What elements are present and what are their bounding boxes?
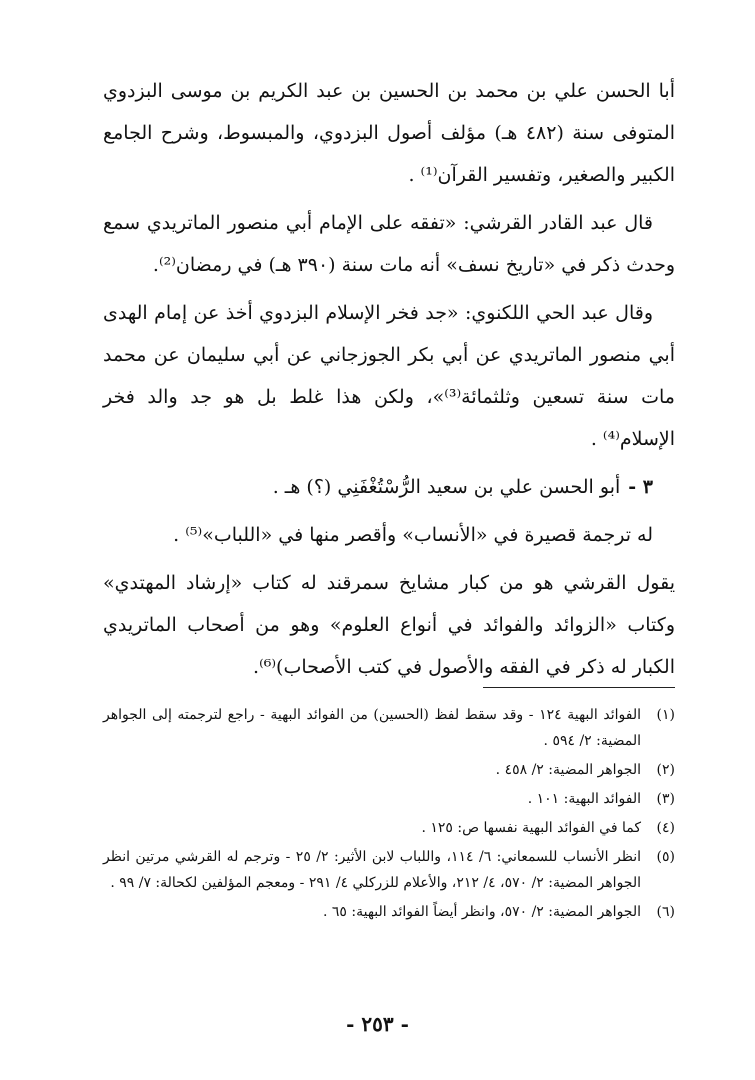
- paragraph: قال عبد القادر القرشي: «تفقه على الإمام أبي منصور الماتريدي سمع وحدث ذكر في «تاريخ نسف» أنه مات سنة (٣٩٠ هـ) في رمضان⁽²⁾.: [103, 212, 675, 276]
- footnote: [103, 757, 675, 783]
- footnote-number: (٤): [656, 820, 675, 836]
- paragraph: له ترجمة قصيرة في «الأنساب» وأقصر منها في «اللباب»⁽⁵⁾ .: [173, 524, 653, 546]
- entry-title: أبو الحسن علي بن سعيد الرُّسْتُغْفَنِي (؟) هـ .: [272, 476, 621, 498]
- biography-entry-heading: [103, 466, 675, 508]
- footnote-text: انظر الأنساب للسمعاني: ٦/ ١١٤، واللباب لابن الأثير: ٢/ ٢٥ - وترجم له القرشي مرتين انظر الجواهر المضية: ٢/ ٥٧٠، ٤/ ٢١٢، والأعلام للزركلي ٤/ ٢٩١ - ومعجم المؤلفين لكحالة: ٧/ ٩٩ .: [103, 849, 641, 891]
- footnote-number: (٥): [656, 849, 675, 865]
- footnote-separator: [483, 687, 675, 688]
- footnote-number: (١): [656, 707, 675, 723]
- footnote-number: (٦): [656, 904, 675, 920]
- page-number: - ٢٥٣ -: [346, 1012, 409, 1036]
- footnote-text: الفوائد البهية ١٢٤ - وقد سقط لفظ (الحسين) من الفوائد البهية - راجع لترجمته إلى الجواهر المضية: ٢/ ٥٩٤ .: [103, 707, 641, 749]
- entry-number: ٣ -: [628, 476, 653, 498]
- footnote-text: كما في الفوائد البهية نفسها ص: ١٢٥ .: [421, 820, 641, 836]
- footnote-number: (٢): [656, 762, 675, 778]
- footnote-text: الجواهر المضية: ٢/ ٥٧٠، وانظر أيضاً الفوائد البهية: ٦٥ .: [323, 904, 641, 920]
- footnote: [103, 702, 675, 754]
- paragraph: يقول القرشي هو من كبار مشايخ سمرقند له كتاب «إرشاد المهتدي» وكتاب «الزوائد والفوائد في أنواع العلوم» وهو من أصحاب الماتريدي الكبار له ذكر في الفقه والأصول في كتب الأصحاب)⁽⁶⁾.: [103, 572, 675, 678]
- footnote: [103, 899, 675, 925]
- footnote: [103, 815, 675, 841]
- footnote-text: الفوائد البهية: ١٠١ .: [527, 791, 641, 807]
- footnotes: [103, 702, 675, 928]
- footnote-text: الجواهر المضية: ٢/ ٤٥٨ .: [495, 762, 641, 778]
- paragraph: أبا الحسن علي بن محمد بن الحسين بن عبد الكريم بن موسى البزدوي المتوفى سنة (٤٨٢ هـ) مؤلف أصول البزدوي، والمبسوط، وشرح الجامع الكبير والصغير، وتفسير القرآن⁽¹⁾ .: [103, 80, 675, 186]
- paragraph: وقال عبد الحي اللكنوي: «جد فخر الإسلام البزدوي أخذ عن إمام الهدى أبي منصور الماتريدي عن أبي بكر الجوزجاني عن أبي سليمان عن محمد مات سنة تسعين وثلثمائة⁽³⁾»، ولكن هذا غلط بل هو جد والد فخر الإسلام⁽⁴⁾ .: [103, 302, 675, 450]
- footnote: [103, 786, 675, 812]
- footnote: [103, 844, 675, 896]
- footnote-number: (٣): [656, 791, 675, 807]
- main-text: [103, 70, 675, 694]
